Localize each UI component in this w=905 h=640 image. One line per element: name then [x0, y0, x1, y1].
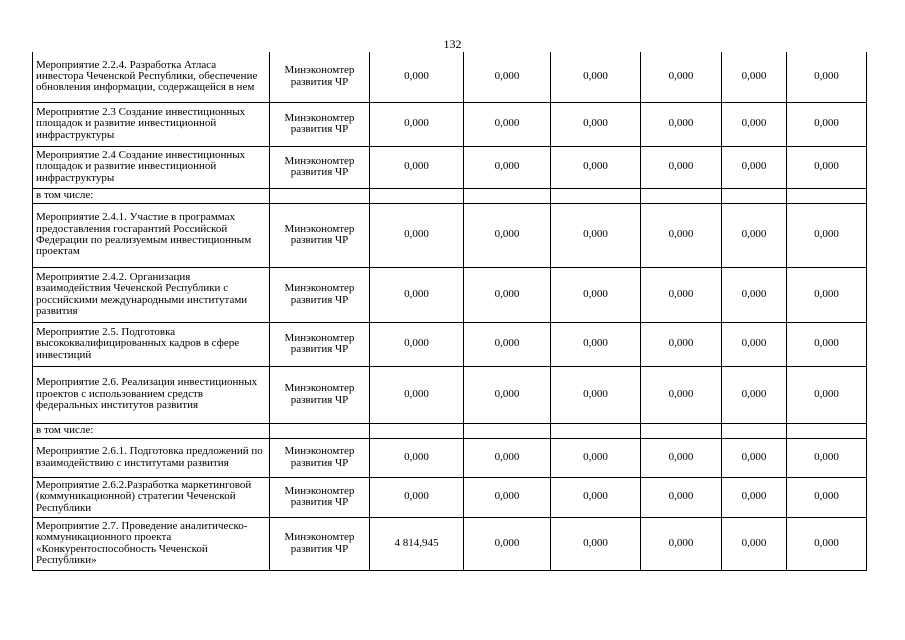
- event-name-cell: Мероприятие 2.2.4. Разработка Атласа инвестора Чеченской Республики, обеспечение обновления информации, содержащейся в нем: [33, 52, 270, 102]
- budget-table: [32, 52, 867, 571]
- event-name-cell: Мероприятие 2.6.2.Разработка маркетинговой (коммуникационной) стратегии Чеченской Республики: [33, 477, 270, 517]
- value-cell: 4 814,945: [370, 517, 464, 570]
- value-cell: 0,000: [641, 366, 722, 423]
- page-number: 132: [443, 37, 462, 51]
- value-cell: 0,000: [551, 366, 641, 423]
- value-cell: 0,000: [464, 438, 551, 477]
- responsible-cell: Минэкономтер развития ЧР: [270, 146, 370, 188]
- value-cell: [370, 423, 464, 438]
- value-cell: [464, 188, 551, 203]
- value-cell: 0,000: [722, 322, 787, 366]
- subheader-row: [33, 423, 867, 438]
- value-cell: 0,000: [464, 52, 551, 102]
- value-cell: [787, 188, 867, 203]
- value-cell: 0,000: [370, 203, 464, 267]
- value-cell: 0,000: [787, 52, 867, 102]
- value-cell: 0,000: [641, 267, 722, 322]
- value-cell: 0,000: [722, 477, 787, 517]
- value-cell: 0,000: [787, 203, 867, 267]
- value-cell: 0,000: [370, 102, 464, 146]
- subheader-label: в том числе:: [33, 188, 270, 203]
- value-cell: 0,000: [551, 267, 641, 322]
- value-cell: 0,000: [641, 322, 722, 366]
- value-cell: 0,000: [787, 438, 867, 477]
- value-cell: 0,000: [464, 517, 551, 570]
- value-cell: 0,000: [641, 102, 722, 146]
- value-cell: 0,000: [641, 146, 722, 188]
- value-cell: [551, 423, 641, 438]
- responsible-cell: Минэкономтер развития ЧР: [270, 203, 370, 267]
- value-cell: 0,000: [464, 203, 551, 267]
- responsible-cell: [270, 188, 370, 203]
- value-cell: 0,000: [787, 267, 867, 322]
- event-name-cell: Мероприятие 2.3 Создание инвестиционных площадок и развитие инвестиционной инфраструктуры: [33, 102, 270, 146]
- value-cell: 0,000: [787, 322, 867, 366]
- event-name-cell: Мероприятие 2.6.1. Подготовка предложений по взаимодействию с институтами развития: [33, 438, 270, 477]
- table-row: [33, 438, 867, 477]
- table-row: [33, 203, 867, 267]
- value-cell: 0,000: [464, 322, 551, 366]
- responsible-cell: Минэкономтер развития ЧР: [270, 366, 370, 423]
- value-cell: 0,000: [641, 203, 722, 267]
- subheader-label: в том числе:: [33, 423, 270, 438]
- value-cell: 0,000: [464, 366, 551, 423]
- value-cell: 0,000: [787, 102, 867, 146]
- value-cell: 0,000: [787, 366, 867, 423]
- value-cell: 0,000: [370, 477, 464, 517]
- event-name-cell: Мероприятие 2.5. Подготовка высококвалифицированных кадров в сфере инвестиций: [33, 322, 270, 366]
- event-name-cell: Мероприятие 2.4.1. Участие в программах предоставления госгарантий Российской Федерации по реализуемым инвестиционным проектам: [33, 203, 270, 267]
- value-cell: 0,000: [641, 517, 722, 570]
- value-cell: 0,000: [370, 366, 464, 423]
- value-cell: 0,000: [722, 517, 787, 570]
- value-cell: 0,000: [722, 267, 787, 322]
- value-cell: 0,000: [551, 517, 641, 570]
- value-cell: 0,000: [722, 52, 787, 102]
- responsible-cell: Минэкономтер развития ЧР: [270, 52, 370, 102]
- table-row: [33, 477, 867, 517]
- value-cell: 0,000: [551, 146, 641, 188]
- value-cell: [641, 423, 722, 438]
- value-cell: [722, 423, 787, 438]
- value-cell: 0,000: [722, 146, 787, 188]
- value-cell: 0,000: [464, 477, 551, 517]
- subheader-row: [33, 188, 867, 203]
- table-row: [33, 102, 867, 146]
- event-name-cell: Мероприятие 2.6. Реализация инвестиционных проектов с использованием средств федеральных институтов развития: [33, 366, 270, 423]
- responsible-cell: [270, 423, 370, 438]
- value-cell: 0,000: [722, 102, 787, 146]
- table-row: [33, 366, 867, 423]
- responsible-cell: Минэкономтер развития ЧР: [270, 438, 370, 477]
- value-cell: 0,000: [641, 477, 722, 517]
- value-cell: 0,000: [464, 102, 551, 146]
- value-cell: 0,000: [722, 438, 787, 477]
- responsible-cell: Минэкономтер развития ЧР: [270, 477, 370, 517]
- table-row: [33, 52, 867, 102]
- responsible-cell: Минэкономтер развития ЧР: [270, 102, 370, 146]
- value-cell: [722, 188, 787, 203]
- table-row: [33, 146, 867, 188]
- responsible-cell: Минэкономтер развития ЧР: [270, 517, 370, 570]
- event-name-cell: Мероприятие 2.4 Создание инвестиционных площадок и развитие инвестиционной инфраструктуры: [33, 146, 270, 188]
- value-cell: [787, 423, 867, 438]
- value-cell: 0,000: [370, 438, 464, 477]
- value-cell: 0,000: [370, 52, 464, 102]
- value-cell: [464, 423, 551, 438]
- table-body: [33, 52, 867, 570]
- value-cell: 0,000: [464, 267, 551, 322]
- value-cell: 0,000: [370, 322, 464, 366]
- value-cell: 0,000: [551, 52, 641, 102]
- responsible-cell: Минэкономтер развития ЧР: [270, 322, 370, 366]
- value-cell: 0,000: [787, 517, 867, 570]
- value-cell: [551, 188, 641, 203]
- value-cell: 0,000: [370, 267, 464, 322]
- value-cell: 0,000: [787, 146, 867, 188]
- value-cell: 0,000: [551, 322, 641, 366]
- value-cell: 0,000: [464, 146, 551, 188]
- value-cell: 0,000: [722, 203, 787, 267]
- event-name-cell: Мероприятие 2.7. Проведение аналитическо-коммуникационного проекта «Конкурентоспособность Чеченской Республики»: [33, 517, 270, 570]
- event-name-cell: Мероприятие 2.4.2. Организация взаимодействия Чеченской Республики с российскими международными институтами развития: [33, 267, 270, 322]
- table-row: [33, 322, 867, 366]
- value-cell: 0,000: [551, 203, 641, 267]
- value-cell: 0,000: [722, 366, 787, 423]
- table-row: [33, 517, 867, 570]
- value-cell: 0,000: [551, 102, 641, 146]
- value-cell: 0,000: [641, 52, 722, 102]
- value-cell: 0,000: [551, 438, 641, 477]
- value-cell: 0,000: [370, 146, 464, 188]
- value-cell: 0,000: [641, 438, 722, 477]
- value-cell: 0,000: [787, 477, 867, 517]
- value-cell: [370, 188, 464, 203]
- value-cell: [641, 188, 722, 203]
- table-row: [33, 267, 867, 322]
- value-cell: 0,000: [551, 477, 641, 517]
- responsible-cell: Минэкономтер развития ЧР: [270, 267, 370, 322]
